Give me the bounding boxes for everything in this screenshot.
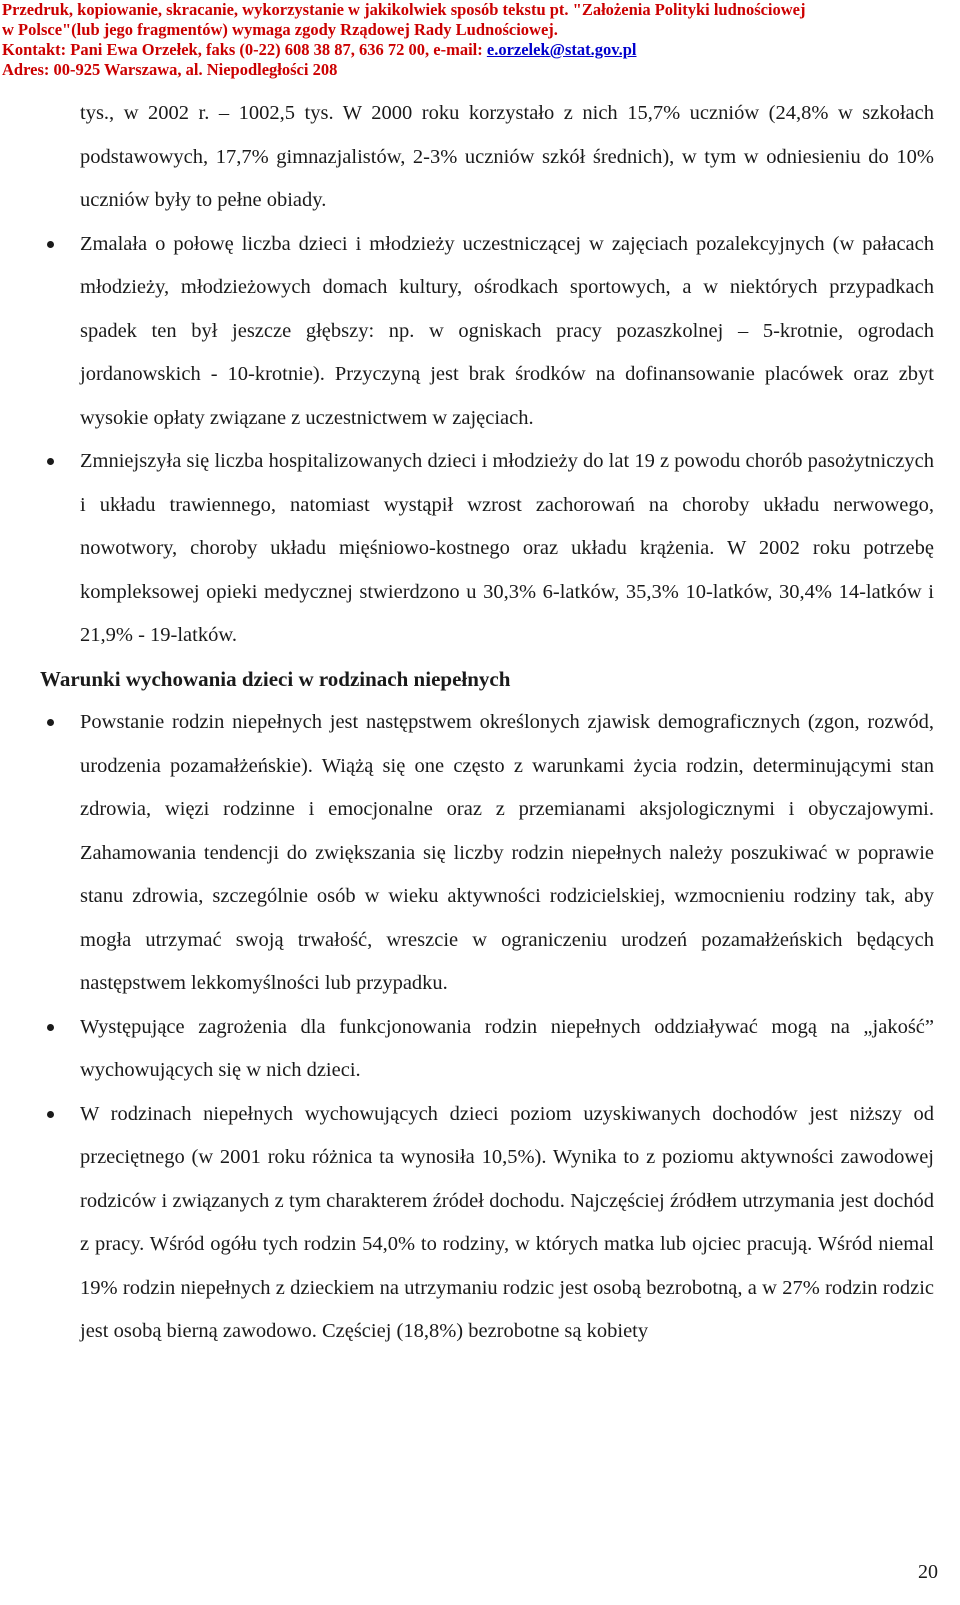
bullet-dot-icon	[47, 1024, 54, 1031]
header-line-4: Adres: 00-925 Warszawa, al. Niepodległości 208	[2, 60, 338, 79]
bullet-item	[80, 1093, 934, 1354]
copyright-header	[0, 0, 960, 80]
bullet-text: Zmniejszyła się liczba hospitalizowanych dzieci i młodzieży do lat 19 z powodu chorób pasożytniczych i układu trawiennego, natomiast wystąpił wzrost zachorowań na choroby układu nerwowego, nowotwory, choroby układu mięśniowo-kostnego oraz układu krążenia. W 2002 roku potrzebę kompleksowej opieki medycznej stwierdzono u 30,3% 6-latków, 35,3% 10-latków, 30,4% 14-latków i 21,9% - 19-latków.	[80, 450, 934, 646]
bullet-text: Zmalała o połowę liczba dzieci i młodzieży uczestniczącej w zajęciach pozalekcyjnych (w pałacach młodzieży, młodzieżowych domach kultury, ośrodkach sportowych, a w niektórych przypadkach spadek ten był jeszcze głębszy: np. w ogniskach pracy pozaszkolnej – 5-krotnie, ogrodach jordanowskich - 10-krotnie). Przyczyną jest brak środków na dofinansowanie placówek oraz zbyt wysokie opłaty związane z uczestnictwem w zajęciach.	[80, 232, 934, 429]
bullet-dot-icon	[47, 241, 54, 248]
bullet-item	[80, 440, 934, 658]
header-line-2: w Polsce"(lub jego fragmentów) wymaga zgody Rządowej Rady Ludnościowej.	[2, 20, 558, 39]
document-page	[0, 92, 960, 1354]
header-line-1: Przedruk, kopiowanie, skracanie, wykorzystanie w jakikolwiek sposób tekstu pt. "Założenia Polityki ludnościowej	[2, 0, 806, 19]
bullet-item	[80, 701, 934, 1006]
bullet-dot-icon	[47, 719, 54, 726]
bullet-dot-icon	[47, 458, 54, 465]
page-number: 20	[918, 1561, 938, 1583]
contact-text: Kontakt: Pani Ewa Orzełek, faks (0-22) 608 38 87, 636 72 00, e-mail:	[2, 40, 487, 59]
bullet-text: Występujące zagrożenia dla funkcjonowania rodzin niepełnych oddziaływać mogą na „jakość” wychowujących się w nich dzieci.	[80, 1015, 934, 1081]
bullet-item	[80, 1006, 934, 1093]
bullet-dot-icon	[47, 1111, 54, 1118]
section-heading: Warunki wychowania dzieci w rodzinach niepełnych	[40, 666, 511, 691]
header-line-3	[2, 40, 960, 60]
continuation-paragraph: tys., w 2002 r. – 1002,5 tys. W 2000 roku korzystało z nich 15,7% uczniów (24,8% w szkołach podstawowych, 17,7% gimnazjalistów, 2-3% uczniów szkół średnich), w tym w odniesieniu do 10% uczniów były to pełne obiady.	[80, 102, 934, 211]
contact-email-link[interactable]: e.orzelek@stat.gov.pl	[486, 40, 637, 59]
bullet-text: Powstanie rodzin niepełnych jest następstwem określonych zjawisk demograficznych (zgon, rozwód, urodzenia pozamałżeńskie). Wiążą się one często z warunkami życia rodzin, determinującymi stan zdrowia, więzi rodzinne i emocjonalne oraz z przemianami aksjologicznymi i obyczajowymi. Zahamowania tendencji do zwiększania się liczby rodzin niepełnych należy poszukiwać w poprawie stanu zdrowia, szczególnie osób w wieku aktywności rodzicielskiej, wzmocnieniu rodziny tak, aby mogła utrzymać swoją trwałość, wreszcie w ograniczeniu urodzeń pozamałżeńskich będących następstwem lekkomyślności lub przypadku.	[80, 711, 934, 994]
bullet-item	[80, 223, 934, 441]
bullet-text: W rodzinach niepełnych wychowujących dzieci poziom uzyskiwanych dochodów jest niższy od przeciętnego (w 2001 roku różnica ta wynosiła 10,5%). Wynika to z poziomu aktywności zawodowej rodziców i związanych z tym charakterem źródeł dochodu. Najczęściej źródłem utrzymania jest dochód z pracy. Wśród ogółu tych rodzin 54,0% to rodziny, w których matka lub ojciec pracują. Wśród niemal 19% rodzin niepełnych z dzieckiem na utrzymaniu rodzic jest osobą bezrobotną, a w 27% rodzin rodzic jest osobą bierną zawodowo. Częściej (18,8%) bezrobotne są kobiety	[80, 1102, 934, 1342]
